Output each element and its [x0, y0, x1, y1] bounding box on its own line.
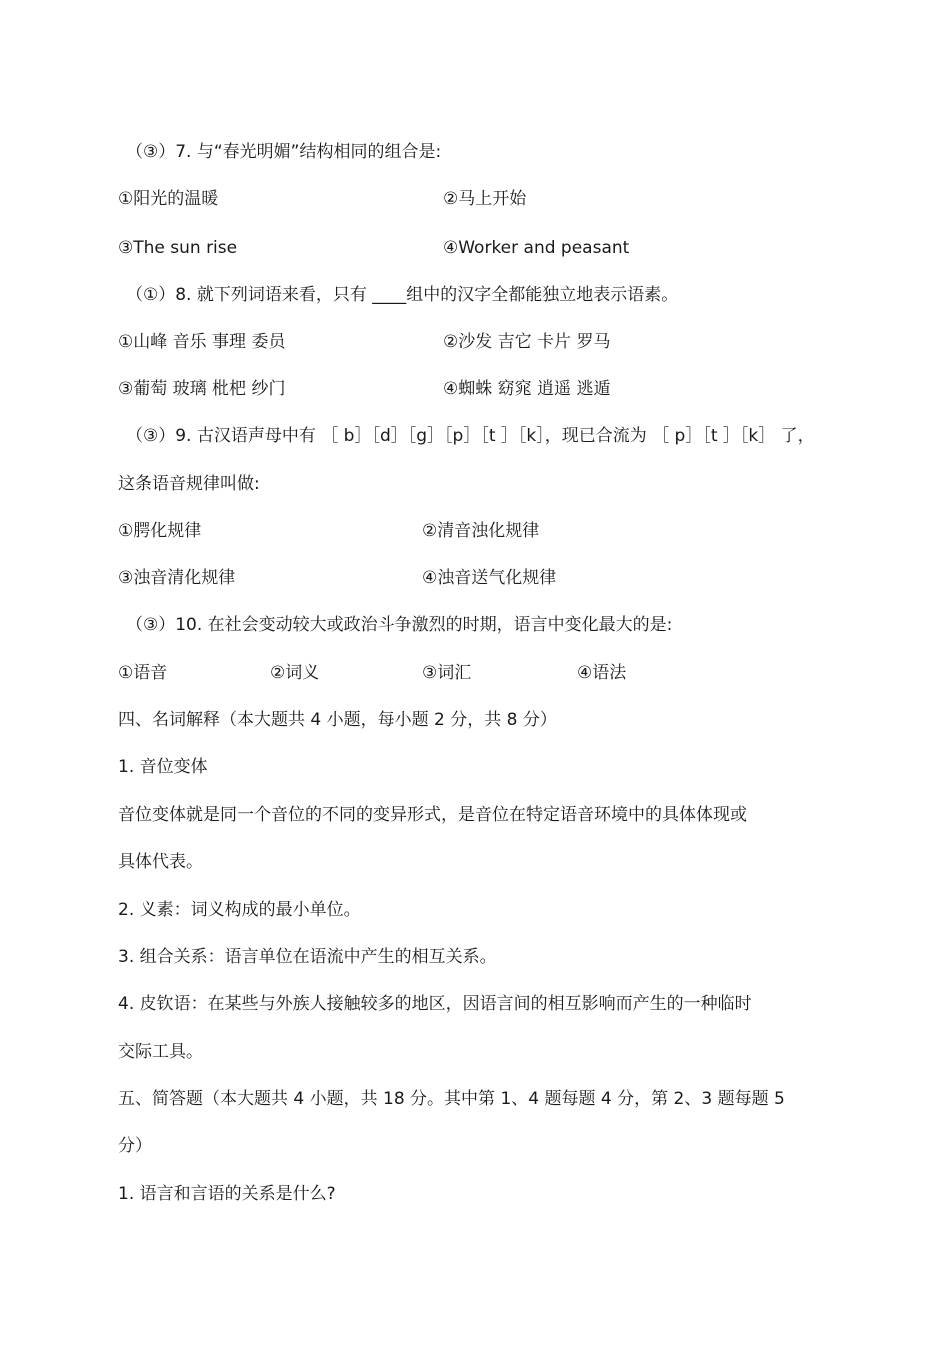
q7-option-4: ④Worker and peasant — [443, 238, 630, 258]
q9-option-4: ④浊音送气化规律 — [422, 568, 557, 588]
section4-heading: 四、名词解释（本大题共 4 小题，每小题 2 分，共 8 分） — [118, 710, 557, 730]
q10-option-3: ③词汇 — [422, 663, 472, 683]
section4-item3: 3. 组合关系：语言单位在语流中产生的相互关系。 — [118, 947, 497, 967]
section5-heading-line2: 分） — [118, 1136, 152, 1156]
section4-item1-body-line2: 具体代表。 — [118, 852, 203, 872]
q9-option-3: ③浊音清化规律 — [118, 568, 236, 588]
q7-option-2: ②马上开始 — [443, 189, 527, 209]
q7-option-3: ③The sun rise — [118, 238, 238, 258]
q10-option-4: ④语法 — [577, 663, 627, 683]
q8-option-1: ①山峰 音乐 事理 委员 — [118, 332, 286, 352]
q8-option-4: ④蜘蛛 窈窕 逍遥 逃遁 — [443, 379, 611, 399]
q10-option-2: ②词义 — [270, 663, 320, 683]
q7-option-1: ①阳光的温暖 — [118, 189, 219, 209]
q9-option-1: ①腭化规律 — [118, 521, 202, 541]
section4-item4-line1: 4. 皮钦语：在某些与外族人接触较多的地区，因语言间的相互影响而产生的一种临时 — [118, 994, 752, 1014]
q9-stem-continued: 这条语音规律叫做: — [118, 474, 260, 494]
section5-heading-line1: 五、简答题（本大题共 4 小题，共 18 分。其中第 1、4 题每题 4 分，第 2、3 题每题 5 — [118, 1089, 785, 1109]
q9-stem: （③）9. 古汉语声母中有 ［ b］［d］［g］［p］［t ］［k］，现已合流为 ［ p］［t ］［k］ 了， — [126, 426, 815, 446]
q7-stem: （③）7. 与“春光明媚”结构相同的组合是: — [126, 142, 442, 162]
section5-question1: 1. 语言和言语的关系是什么? — [118, 1184, 336, 1204]
section4-item1-title: 1. 音位变体 — [118, 757, 208, 777]
q10-stem: （③）10. 在社会变动较大或政治斗争激烈的时期，语言中变化最大的是: — [126, 615, 673, 635]
q9-option-2: ②清音浊化规律 — [422, 521, 540, 541]
section4-item2: 2. 义素：词义构成的最小单位。 — [118, 900, 361, 920]
q8-stem: （①）8. 就下列词语来看，只有 ____组中的汉字全都能独立地表示语素。 — [126, 285, 679, 305]
section4-item4-line2: 交际工具。 — [118, 1042, 203, 1062]
q8-option-3: ③葡萄 玻璃 枇杷 纱门 — [118, 379, 286, 399]
q10-option-1: ①语音 — [118, 663, 168, 683]
section4-item1-body-line1: 音位变体就是同一个音位的不同的变异形式，是音位在特定语音环境中的具体体现或 — [118, 805, 747, 825]
q8-option-2: ②沙发 吉它 卡片 罗马 — [443, 332, 611, 352]
